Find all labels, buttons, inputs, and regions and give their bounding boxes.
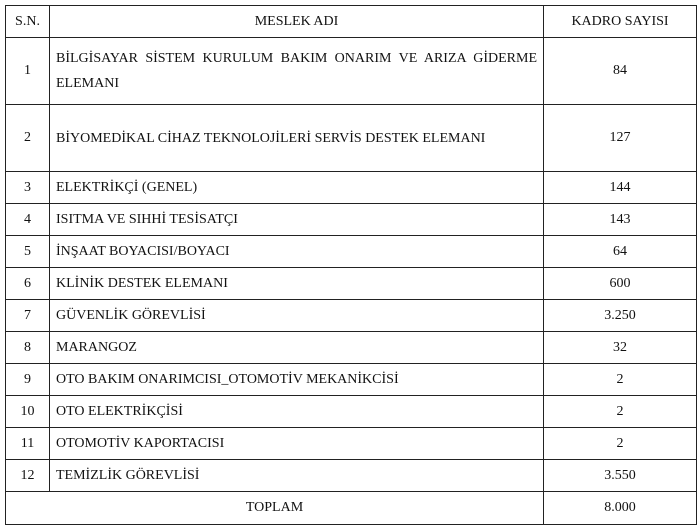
total-label: TOPLAM — [6, 492, 544, 525]
table-row — [6, 38, 697, 105]
row-occupation: ISITMA VE SIHHİ TESİSATÇI — [50, 204, 544, 236]
row-quota: 143 — [544, 204, 697, 236]
table-row — [6, 460, 697, 492]
staff-quota-table — [5, 5, 697, 525]
row-quota: 2 — [544, 364, 697, 396]
table-row — [6, 105, 697, 172]
table-row — [6, 204, 697, 236]
row-sn: 6 — [6, 268, 50, 300]
table-header-row — [6, 6, 697, 38]
row-occupation: OTO ELEKTRİKÇİSİ — [50, 396, 544, 428]
table-row — [6, 236, 697, 268]
row-occupation: BİLGİSAYAR SİSTEM KURULUM BAKIM ONARIM VE ARIZA GİDERME ELEMANI — [50, 38, 544, 105]
row-sn: 8 — [6, 332, 50, 364]
row-occupation: İNŞAAT BOYACISI/BOYACI — [50, 236, 544, 268]
row-quota: 84 — [544, 38, 697, 105]
row-occupation: TEMİZLİK GÖREVLİSİ — [50, 460, 544, 492]
row-occupation: OTO BAKIM ONARIMCISI_OTOMOTİV MEKANİKCİSİ — [50, 364, 544, 396]
row-occupation: OTOMOTİV KAPORTACISI — [50, 428, 544, 460]
row-sn: 10 — [6, 396, 50, 428]
row-quota: 32 — [544, 332, 697, 364]
row-sn: 9 — [6, 364, 50, 396]
row-quota: 3.550 — [544, 460, 697, 492]
row-quota: 2 — [544, 396, 697, 428]
total-quota: 8.000 — [544, 492, 697, 525]
staff-table-container — [5, 5, 697, 525]
row-quota: 144 — [544, 172, 697, 204]
row-sn: 11 — [6, 428, 50, 460]
row-occupation: GÜVENLİK GÖREVLİSİ — [50, 300, 544, 332]
row-quota: 3.250 — [544, 300, 697, 332]
table-row — [6, 268, 697, 300]
row-occupation: ELEKTRİKÇİ (GENEL) — [50, 172, 544, 204]
row-sn: 7 — [6, 300, 50, 332]
row-quota: 600 — [544, 268, 697, 300]
row-quota: 2 — [544, 428, 697, 460]
row-sn: 12 — [6, 460, 50, 492]
row-sn: 5 — [6, 236, 50, 268]
table-row — [6, 300, 697, 332]
header-quota: KADRO SAYISI — [544, 6, 697, 38]
table-row — [6, 172, 697, 204]
table-row — [6, 428, 697, 460]
row-sn: 3 — [6, 172, 50, 204]
table-row — [6, 332, 697, 364]
row-quota: 64 — [544, 236, 697, 268]
row-sn: 4 — [6, 204, 50, 236]
row-occupation: MARANGOZ — [50, 332, 544, 364]
header-sn: S.N. — [6, 6, 50, 38]
row-occupation: KLİNİK DESTEK ELEMANI — [50, 268, 544, 300]
table-row — [6, 364, 697, 396]
row-sn: 1 — [6, 38, 50, 105]
table-total-row — [6, 492, 697, 525]
table-row — [6, 396, 697, 428]
row-occupation: BİYOMEDİKAL CİHAZ TEKNOLOJİLERİ SERVİS DESTEK ELEMANI — [50, 105, 544, 172]
header-occupation: MESLEK ADI — [50, 6, 544, 38]
row-sn: 2 — [6, 105, 50, 172]
row-quota: 127 — [544, 105, 697, 172]
